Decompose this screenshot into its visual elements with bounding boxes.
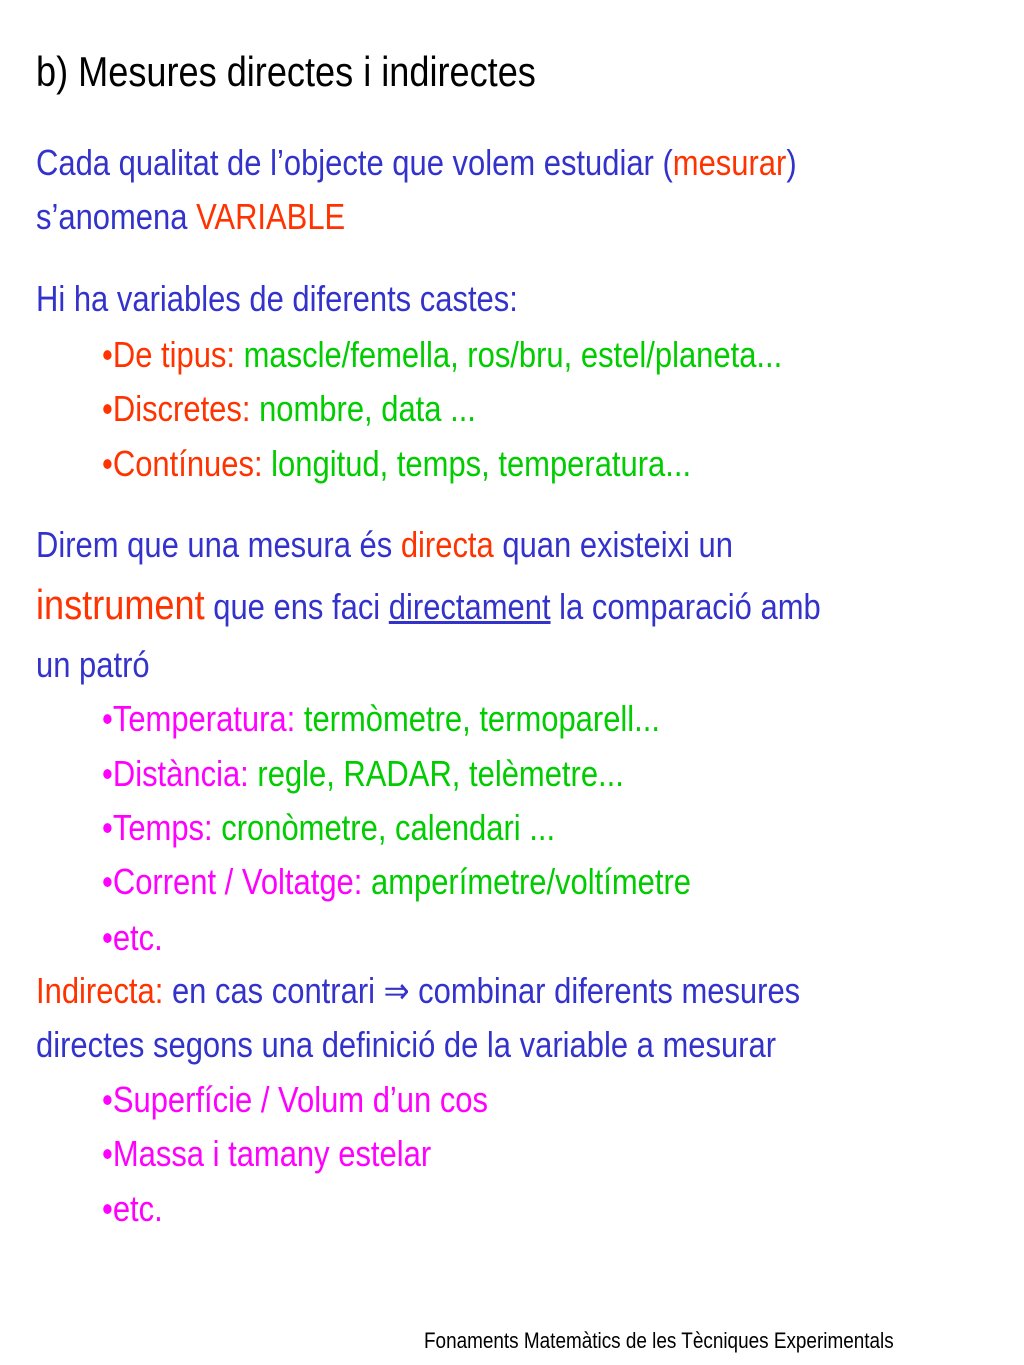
indirect-item: •Massa i tamany estelar xyxy=(102,1133,432,1174)
types-item-text: longitud, temps, temperatura... xyxy=(262,443,692,484)
direct-line-3: un patró xyxy=(36,644,150,685)
types-item-label: •Contínues: xyxy=(102,443,263,484)
intro-text-1: Cada qualitat de l’objecte que volem estudiar ( xyxy=(36,142,673,183)
slide-title: b) Mesures directes i indirectes xyxy=(36,48,536,95)
intro-line-2 xyxy=(36,196,346,237)
indirect-item: •etc. xyxy=(102,1188,163,1229)
direct-line-2 xyxy=(36,581,821,628)
direct-item-label: •etc. xyxy=(102,917,163,958)
direct-item xyxy=(102,807,556,848)
indirect-text-2: combinar diferents mesures xyxy=(409,970,801,1011)
types-item xyxy=(102,334,783,375)
indirect-line-1 xyxy=(36,970,801,1011)
direct-item-text: termòmetre, termoparell... xyxy=(295,698,660,739)
direct-item xyxy=(102,753,624,794)
indirect-text-1: en cas contrari xyxy=(163,970,384,1011)
implies-arrow-icon: ⇒ xyxy=(383,970,410,1011)
intro-text-3: s’anomena xyxy=(36,196,197,237)
direct-text-2: quan existeixi un xyxy=(493,524,733,565)
types-item xyxy=(102,388,476,429)
direct-item-label: •Corrent / Voltatge: xyxy=(102,861,363,902)
direct-item xyxy=(102,861,692,902)
direct-item-text: amperímetre/voltímetre xyxy=(362,861,692,902)
intro-variable: VARIABLE xyxy=(196,196,346,237)
direct-item-text: regle, RADAR, telèmetre... xyxy=(248,753,624,794)
direct-text-4: la comparació amb xyxy=(550,586,821,627)
types-item-label: •De tipus: xyxy=(102,334,236,375)
types-item-text: nombre, data ... xyxy=(250,388,476,429)
direct-text-1: Direm que una mesura és xyxy=(36,524,401,565)
footer-text: Fonaments Matemàtics de les Tècniques Experimentals xyxy=(424,1328,894,1353)
direct-directament: directament xyxy=(388,586,551,627)
types-item-text: mascle/femella, ros/bru, estel/planeta... xyxy=(235,334,783,375)
direct-item xyxy=(102,698,660,739)
direct-item-label: •Temperatura: xyxy=(102,698,296,739)
direct-item-label: •Distància: xyxy=(102,753,249,794)
direct-item xyxy=(102,917,163,958)
types-item xyxy=(102,443,692,484)
direct-text-3: que ens faci xyxy=(204,586,389,627)
indirect-label: Indirecta: xyxy=(36,970,164,1011)
types-heading: Hi ha variables de diferents castes: xyxy=(36,278,518,319)
direct-item-label: •Temps: xyxy=(102,807,213,848)
direct-item-text: cronòmetre, calendari ... xyxy=(212,807,556,848)
intro-text-2: ) xyxy=(786,142,797,183)
direct-instrument: instrument xyxy=(36,581,205,628)
intro-line-1 xyxy=(36,142,797,183)
indirect-line-2: directes segons una definició de la variable a mesurar xyxy=(36,1024,777,1065)
direct-directa: directa xyxy=(400,524,494,565)
indirect-item: •Superfície / Volum d’un cos xyxy=(102,1079,489,1120)
direct-line-1 xyxy=(36,524,733,565)
types-item-label: •Discretes: xyxy=(102,388,251,429)
intro-mesurar: mesurar xyxy=(672,142,787,183)
